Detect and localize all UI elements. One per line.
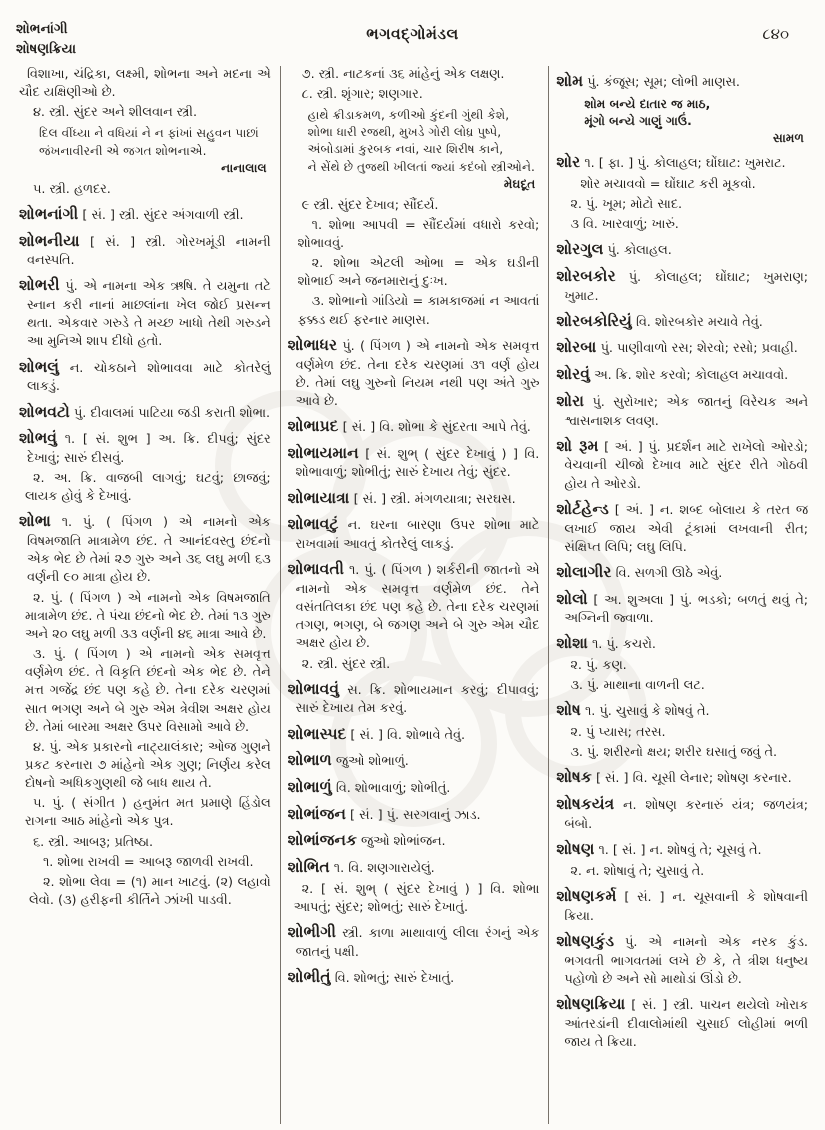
guide-word-bottom: શોષણક્રિયા: [16, 40, 77, 57]
poem-line: હાથે ક્રીડાકમળ, કળીઓ કુંદની ગુંથી કેશે,: [307, 108, 510, 123]
dict-entry: [288, 724, 540, 746]
entry-body: [ સં. ] વિ. શોભાવે તેવું.: [346, 727, 466, 743]
dict-entry: [19, 428, 271, 468]
sense-paragraph: ૩. પું. ( પિંગળ ) એ નામનો એક સમવૃત્ત વર્ણમેળ છંદ. તે વિકૃતિ છંદનો એક ભેદ છે. તેને મત્ત ગજેંદ્ર છંદ પણ કહે છે. તેના દરેક ચરણમાં સાત ભગણ અને બે ગુરુ એમ ત્રેવીશ અક્ષર હોય છે. તેમાં બારમા અક્ષર ઉપર વિસામો આવે છે.: [25, 647, 271, 735]
sense-paragraph: ૨. પું પ્યાસ; તરસ.: [570, 725, 666, 741]
entry-body: પું. એ નામનો એક નરક કુંડ. ભગવતી ભાગવતમાં લખે છે કે, તે ત્રીશ ધનુષ્ય પહોળો છે અને સો માથોડાં ઊંડો છે.: [564, 934, 809, 987]
entry-body: જુઓ શોભાળું.: [331, 754, 409, 770]
entry-body: વિ. સળગી ઊઠે એવું.: [611, 565, 723, 581]
entry-body: અ. ક્રિ. શોર કરવો; કોલાહલ મચાવવો.: [590, 368, 789, 384]
entry-headword: શો રૂમ: [556, 436, 599, 455]
dict-entry: [556, 364, 808, 386]
dict-entry: [288, 514, 540, 554]
continued-paragraph: વિશાખા, ચંદ્રિકા, લક્ષ્મી, શોભના અને મદના એ ચૌદ યક્ષિણીઓ છે.: [19, 67, 271, 101]
dict-entry: [288, 750, 540, 772]
entry-headword: શોભાંજનક: [287, 831, 357, 850]
entry-headword: શોભાયમાન: [287, 443, 359, 462]
entry-headword: શોભાળું: [287, 777, 332, 796]
dict-entry: [288, 857, 540, 879]
dict-entry: [288, 804, 540, 826]
entry-body: પું. ( પિંગળ ) એ નામનો એક સમવૃત્ત વર્ણમેળ છંદ. તેના દરેક ચરણમાં ૩૧ વર્ણ હોય છે. તેમાં લઘુ ગુરુનો નિયમ નથી પણ અંતે ગુરુ આવે છે.: [295, 338, 540, 409]
entry-body: [ સં. ] પું. સરગવાનું ઝાડ.: [345, 807, 481, 823]
dict-entry: [19, 402, 271, 424]
entry-body: વિ. શોભાવાળું; શોભીતું.: [331, 780, 451, 796]
sense-paragraph: ૨. અ. ક્રિ. વાજબી લાગવું; ઘટવું; છાજવું; લાયક હોવું કે દેખાવું.: [25, 471, 271, 505]
idiom-line: ૧. શોભા રાખવી = આબરૂ જાળવી રાખવી.: [43, 854, 254, 870]
entry-body: પું. પાણીવાળો રસ; શેરવો; રસો; પ્રવાહી.: [596, 341, 798, 357]
sense-paragraph: ૩. પું. શરીરનો ક્ષય; શરીર ઘસાતું જવું તે.: [570, 745, 778, 761]
column-3: [548, 66, 817, 1124]
poem-line: ને સેંથે છે તુજથી ખીલતાં જ્યાં કદંબો સ્ત્રીઓને.: [307, 159, 535, 174]
entry-body: ૧. પું. ( પિંગળ ) એ નામનો એક વિષમજાતિ માત્રામેળ છંદ. તે આનંદવસ્તુ છંદનો એક ભેદ છે તેમાં ૨૭ ગુરુ અને ૩૬ લઘુ મળી ૬૩ વર્ણની ૯૦ માત્રા હોય છે.: [27, 515, 271, 586]
entry-body: [ અં. ] પું. પ્રદર્શન માટે રાખેલો ઓરડો; વેચવાની ચીજો દેખાવ માટે સુંદર રીતે ગોઠવી હોય તે ઓરડો.: [564, 439, 809, 492]
sense-paragraph: ૨. ન. શોષાવું તે; ચુસાવું તે.: [570, 863, 705, 879]
entry-headword: શોરવું: [556, 365, 591, 384]
entry-body: ૧. [ સં. ] ન. શોષવું તે; ચૂસવું તે.: [594, 843, 762, 859]
entry-headword: શોર્ટહેન્ડ: [556, 499, 609, 518]
entry-body: સ. ક્રિ. શોભાયમાન કરવું; દીપાવવું; સારું દેખાય તેમ કરવું.: [295, 682, 540, 717]
entry-body: [ સં. ] વિ. શોભા કે સુંદરતા આપે તેવું.: [338, 419, 531, 435]
entry-body: [ સં. ] સ્ત્રી. મંગળયાત્રા; સરઘસ.: [349, 491, 516, 507]
poem-line: શોભા ધારી રજથી, મુખડે ગોરી લોધ્ર પુષ્પે,: [307, 125, 502, 140]
dict-entry: [288, 922, 540, 962]
dict-entry: [556, 767, 808, 789]
entry-body: પું. કોલાહલ.: [603, 243, 672, 259]
poem-line: દિલ વીંધ્યા ને વધિયાં ને ન ફાંખાં સહુવન પાછાં: [39, 126, 259, 141]
entry-headword: શોભા: [19, 512, 52, 531]
entry-body: [ સં. ] સ્ત્રી. સુંદર અંગવાળી સ્ત્રી.: [78, 207, 244, 223]
entry-headword: શોભાવવું: [287, 679, 340, 698]
text-columns: [12, 66, 817, 1124]
entry-headword: શોભાપ્રદ: [287, 416, 339, 435]
dict-entry: [556, 266, 808, 306]
column-2: [280, 66, 549, 1124]
dict-entry: [288, 443, 540, 483]
entry-headword: શોરબકોર: [556, 266, 616, 285]
dict-entry: [288, 335, 540, 411]
entry-headword: શોર: [556, 152, 581, 171]
dict-entry: [288, 679, 540, 719]
idiom-line: શોર મચાવવો = ઘોંઘાટ કરી મૂકવો.: [580, 176, 756, 192]
entry-body: ૧. પું. ચુસાવું કે શોષવું તે.: [580, 704, 710, 720]
entry-headword: શોભાંજન: [287, 804, 346, 823]
entry-body: ન. ચોકઠાને શોભાવવા માટે કોતરેલું લાકડું.: [27, 360, 271, 395]
poem-attribution: મેઘદૂત: [503, 176, 536, 191]
entry-body: ન. શોષણ કરનારું યંત્ર; જળયંત્ર; બંબો.: [564, 798, 809, 832]
entry-headword: શોષણ: [556, 840, 595, 859]
sense-paragraph: ૨. પું. કણ.: [570, 658, 627, 674]
dict-entry: [556, 391, 808, 431]
entry-body: ૧. [ સં. શુભ ] અ. ક્રિ. દીપવું; સુંદર દેખાવું; સારું દીસવું.: [27, 432, 271, 466]
entry-headword: શોભાસ્પદ: [287, 724, 347, 743]
entry-headword: શોભીગી: [287, 923, 337, 942]
dict-entry: [19, 511, 271, 587]
entry-body: ન. ઘરના બારણા ઉપર શોભા માટે રાખવામાં આવતું કોતરેલું લાકડું.: [295, 518, 540, 553]
entry-headword: શોભાવતી: [287, 560, 345, 579]
entry-body: ૧. પું. ( પિંગળ ) શર્કરીની જાતનો એ નામનો એક સમવૃત્ત વર્ણમેળ છંદ. તેને વસંતતિલકા છંદ પણ કહે છે. તેના દરેક ચરણમાં તગણ, ભગણ, બે જગણ અને બે ગુરુ એમ ચૌદ અક્ષર હોય છે.: [295, 563, 540, 652]
sense-paragraph: ૩. પું. માથાના વાળની લટ.: [570, 678, 705, 694]
dict-entry: [288, 416, 540, 438]
idiom-line: ૧. શોભા આપવી = સૌંદર્યમાં વધારો કરવો; શોભાવવું.: [297, 217, 540, 252]
idiom-line: ૨. શોભા લેવા = (૧) માન ખાટવું. (૨) લહાવો લેવો. (૩) હરીફની કીર્તિને ઝાંખી પાડવી.: [29, 874, 271, 909]
entry-headword: શોરગુલ: [556, 240, 604, 259]
dict-entry: [556, 886, 808, 926]
guide-word-top: શોભનાંગી: [16, 21, 68, 37]
entry-body: પું. એ નામના એક ઋષિ. તે યમુના તટે સ્નાન કરી નાનાં માછલાંના ખેલ જોઈ પ્રસન્ન થતા. એકવાર ગરુડે તે મચ્છ ખાધો તેથી ગરુડને આ મુનિએ શાપ દીધો હતો.: [27, 279, 271, 350]
dict-entry: [288, 777, 540, 799]
dict-entry: [556, 700, 808, 722]
entry-body: [ સં. ] વિ. ચૂસી લેનાર; શોષણ કરનાર.: [591, 771, 792, 787]
entry-headword: શોભિત: [287, 858, 330, 877]
dict-entry: [556, 152, 808, 174]
dict-entry: [556, 71, 808, 93]
dict-entry: [556, 436, 808, 494]
dict-entry: [556, 337, 808, 359]
sense-paragraph: ૯ સ્ત્રી. સુંદર દેખાવ; સૌંદર્ય.: [301, 197, 439, 213]
sense-paragraph: ૩ વિ. ખારવાળું; ખારું.: [570, 216, 679, 232]
idiom-line: ૩. શોભાનો ગાંડિયો = કામકાજમાં ન આવતાં ફક્કડ થઈ ફરનાર માણસ.: [297, 294, 540, 328]
entry-body: [ સં. ] સ્ત્રી. પાચન થયેલો ખોરાક આંતરડાંની દીવાલોમાંથી ચુસાઈ લોહીમાં ભળી જાય તે ક્રિયા.: [564, 997, 809, 1050]
poem-citation: [308, 107, 540, 192]
entry-headword: શોભવટો: [19, 402, 70, 421]
poem-line: મૂંગો બન્યે ગાણું ગાઉં.: [584, 113, 692, 128]
dict-entry: [19, 275, 271, 351]
poem-citation: [39, 125, 271, 176]
dict-entry: [556, 931, 808, 989]
dict-entry: [556, 589, 808, 629]
entry-body: [ અ. શુઅલા ] પું. ભડકો; બળતું થવું તે; અગ્નિની જ્વાળા.: [564, 592, 809, 627]
dict-entry: [288, 488, 540, 510]
entry-headword: શોભનાંગી: [19, 204, 79, 223]
entry-headword: શોભાળ: [287, 751, 332, 770]
entry-headword: શોભરી: [19, 276, 60, 295]
entry-headword: શોષકયંત્ર: [556, 795, 615, 814]
entry-body: ૧. વિ. શણગારાયેલું.: [329, 861, 435, 877]
sense-paragraph: ૫. પું. ( સંગીત ) હનુમંત મત પ્રમાણે હિંડોલ રાગના આઠ માંહેનો એક પુત્ર.: [25, 796, 271, 830]
entry-headword: શોલો: [556, 589, 588, 608]
entry-headword: શોષણકુંડ: [556, 931, 615, 950]
entry-headword: શોભવું: [19, 429, 57, 448]
entry-headword: શોષણક્રિયા: [556, 994, 626, 1013]
entry-headword: શોભીતું: [287, 968, 331, 987]
dict-entry: [556, 499, 808, 557]
poem-citation: [584, 96, 808, 147]
poem-attribution: નાનાલાલ: [221, 160, 267, 175]
poem-line: શોમ બન્યે દાતાર જ માઠ,: [584, 96, 711, 111]
entry-body: પું. કંજૂસ; સૂમ; લોભી માણસ.: [583, 75, 740, 90]
entry-body: ૧. [ ફા. ] પું. કોલાહલ; ઘોંઘાટ: ખુમરાટ.: [580, 155, 786, 171]
sense-paragraph: ૨. [ સં. શુભ્ ( સુંદર દેખાવું ) ] વિ. શોભા આપતું; સુંદર; શોભતું; સારું દેખાતું.: [293, 881, 540, 916]
dict-entry: [19, 204, 271, 226]
entry-body: [ સં. ] સ્ત્રી. ગોરખમૂંડી નામની વનસ્પતિ.: [27, 234, 271, 269]
column-1: [12, 66, 280, 1124]
sense-paragraph: ૬. સ્ત્રી. આબરૂ; પ્રતિષ્ઠા.: [33, 834, 154, 850]
entry-headword: શોરા: [556, 391, 585, 410]
entry-body: વિ. શોરબકોર મચાવે તેવું.: [631, 314, 763, 330]
poem-line: જંખનાવીરની એ જગત શોભનાએ.: [39, 143, 207, 158]
entry-headword: શોષક: [556, 768, 592, 787]
entry-headword: શોરબા: [556, 338, 597, 357]
entry-body: પું. દીવાલમાં પાટિયા જડી કરાતી શોભા.: [69, 405, 271, 421]
entry-headword: શોષ: [556, 701, 581, 720]
dict-entry: [556, 994, 808, 1052]
entry-body: ૧. પું. કચરો.: [587, 637, 656, 653]
entry-headword: શોલાગીર: [556, 562, 612, 581]
entry-headword: શોભનીયા: [19, 231, 80, 250]
entry-headword: શોષણકર્મ: [556, 886, 617, 905]
entry-body: સ્ત્રી. કાળા માથાવાળું લીલા રંગનું એક જાતનું પક્ષી.: [295, 926, 540, 960]
entry-body: [ અં. ] ન. શબ્દ બોલાય કે તરત જ લખાઈ જાય એવી ટૂંકામાં લખવાની રીત; સંક્ષિપ્ત લિપિ; લઘુ લિપિ.: [564, 502, 809, 555]
dict-entry: [556, 839, 808, 861]
entry-body: વિ. શોભતું; સારું દેખાતું.: [330, 971, 455, 987]
entry-headword: શોભાધર: [287, 335, 338, 354]
dict-entry: [556, 311, 808, 333]
entry-body: [ સં. શુભ્ ( સુંદર દેખાવું ) ] વિ. શોભાવાળું; શોભીતું; સારું દેખાય તેવું; સુંદર.: [295, 446, 540, 481]
entry-body: જુઓ શોભાંજન.: [356, 834, 446, 850]
guide-words: [16, 20, 76, 59]
sense-paragraph: ૮. સ્ત્રી. શૃંગાર; શણગાર.: [301, 87, 423, 103]
entry-body: પું. સુરોખાર; એક જાતનું વિરેચક અને શ્વાસનાશક લવણ.: [564, 394, 809, 429]
sense-paragraph: ૭. સ્ત્રી. નાટકનાં ૩૬ માંહેનું એક લક્ષણ.: [301, 67, 505, 82]
entry-headword: શોભાયાત્રા: [287, 488, 350, 507]
entry-body: [ સં. ] ન. ચૂસવાની કે શોષવાની ક્રિયા.: [564, 889, 809, 924]
entry-headword: શોમ: [556, 72, 584, 90]
sense-paragraph: ૫. સ્ત્રી. હળદર.: [33, 181, 111, 197]
entry-headword: શોભલું: [19, 357, 60, 376]
entry-body: પું. કોલાહલ; ઘોંઘાટ; ખુમરાણ; ખુમાટ.: [564, 269, 809, 304]
sense-paragraph: ૪. સ્ત્રી. સુંદર અને શીલવાન સ્ત્રી.: [33, 105, 198, 121]
book-title: ભગવદ્ગોમંડલ: [366, 25, 459, 43]
dict-entry: [288, 830, 540, 852]
dict-entry: [288, 967, 540, 989]
idiom-line: ૨. શોભા એટલી ઓભા = એક ઘડીની શોભાઈ અને જનમારાનું દુઃખ.: [297, 256, 540, 290]
dict-entry: [556, 239, 808, 261]
sense-paragraph: ૪. પું. એક પ્રકારનો નાટ્યાલંકાર; ઓજ ગુણને પ્રકટ કરનારા ૭ માંહેનો એક ગુણ; નિર્ણય કરેલ દોષનો અધિકગુણથી જે બાધ થાય તે.: [25, 739, 271, 792]
sense-paragraph: ૨. સ્ત્રી. સુંદર સ્ત્રી.: [301, 656, 391, 672]
sense-paragraph: ૨. પું. ( પિંગળ ) એ નામનો એક વિષમજાતિ માત્રામેળ છંદ. તે પંચા છંદનો ભેદ છે. તેમાં ૧૩ ગુરુ અને ૨૦ લઘુ મળી ૩૩ વર્ણની ૪૬ માત્રા આવે છે.: [25, 590, 271, 642]
entry-headword: શોભાવટું: [287, 515, 339, 534]
dict-entry: [19, 357, 271, 397]
dict-entry: [556, 794, 808, 834]
page-number: ૮૪૦: [762, 25, 789, 43]
poem-attribution: સામળ: [773, 130, 805, 145]
dict-entry: [19, 231, 271, 271]
poem-line: અંબોડામાં કુરબક નવાં, ચાર શિરીષ કાને,: [307, 142, 504, 157]
dict-entry: [556, 562, 808, 584]
sense-paragraph: ૨. પું. ખૂમ; મોટો સાદ.: [570, 196, 683, 212]
dict-entry: [288, 559, 540, 653]
dict-entry: [556, 633, 808, 655]
entry-headword: શોશા: [556, 634, 588, 653]
entry-headword: શોરબકોરિયું: [556, 311, 632, 330]
